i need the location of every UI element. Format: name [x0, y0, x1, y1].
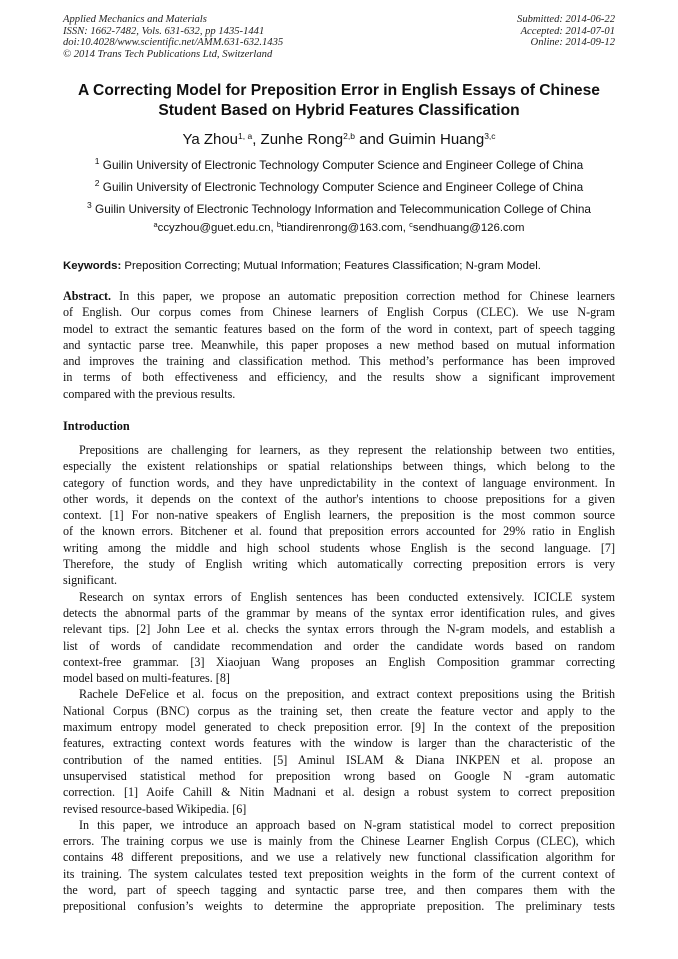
author-name: , Zunhe Rong [252, 131, 344, 148]
keywords-label: Keywords: [63, 260, 122, 272]
paragraph-line: other words, it depends on the context of the author's intentions to choose prepositions for a given [63, 491, 615, 506]
paragraph-line: Prepositions are challenging for learners, as they represent the relationship between two entities, [79, 443, 615, 457]
paragraph-line: its training. The system calculates tested text preposition weights in the form of the current context of [63, 866, 615, 881]
email-superscript: c [409, 220, 413, 229]
paragraph-line: contribution of the named entities. [5] Aminul ISLAM & Diana INKPEN et al. propose an [63, 752, 615, 767]
paragraph-line: significant. [63, 573, 118, 588]
paragraph-line: correction. [1] Aoife Cahill & Nitin Madnani et al. design a robust system to correct preposition [63, 785, 615, 800]
paragraph-line: list of words of candidate recommendation and order the candidate words based on random [63, 638, 615, 653]
paragraph-line: category of function words, and they have unpredictability in the context of language environment. In [63, 475, 615, 490]
introduction-body [63, 442, 615, 915]
journal-header-left [63, 14, 283, 60]
copyright-line: © 2014 Trans Tech Publications Ltd, Switzerland [63, 48, 273, 60]
paragraph-line: errors. The training corpus we use is mainly from the Chinese Learner English Corpus (CLEC), which [63, 834, 615, 849]
paragraph-line: prepositional confusion’s weights to determine the appropriate preposition. The preliminary tests [63, 899, 615, 914]
author-name: and Guimin Huang [354, 131, 485, 148]
affiliation-number: 2 [94, 178, 100, 188]
paragraph-line: the word, part of speech tagging and syntactic parse tree, and then compares them with the [63, 883, 615, 898]
paragraph-line: detects the abnormal parts of the grammar by means of the syntax error identification rules, and gives [63, 605, 615, 620]
online-date: Online: 2014-09-12 [530, 37, 615, 48]
abstract-line: model to extract the semantic features based on the form of the word in context, part of speech tagging [63, 321, 615, 336]
paragraph-line: contains 48 different prepositions, and we use a relatively new functional classification algorithm for [63, 850, 615, 865]
author-list [40, 130, 638, 150]
issn-line: ISSN: 1662-7482, Vols. 631-632, pp 1435-1441 [63, 25, 265, 37]
paragraph-line: Research on syntax errors of English sentences has been conducted extensively. ICICLE system [79, 589, 615, 604]
abstract-line: in terms of both effectiveness and efficiency, and the results show a significant improvement [63, 370, 615, 385]
paragraph-line: unsupervised statistical method for preposition wrong based on Google N -gram automatic [63, 768, 615, 783]
affiliation-2 [40, 180, 638, 194]
email-b: tiandirenrong@163.com, [281, 222, 410, 234]
abstract-line: compared with the previous results. [63, 386, 236, 401]
affiliation-number: 3 [87, 200, 92, 210]
affiliation-number: 1 [94, 156, 100, 166]
abstract-line: and improves the training and classification method. This method’s performance has been improved [63, 354, 615, 369]
author-emails [40, 221, 638, 235]
author-superscript: 1, a [238, 131, 253, 141]
email-superscript: b [276, 220, 282, 229]
paragraph-line: of the known errors. Bitchener et al. found that preposition errors accounted for 29% ratio in English [63, 524, 615, 539]
paragraph-line: writing among the middle and high school students whose English is the second language. [7] [63, 540, 615, 555]
paragraph-line: especially the existent relationships or spatial relationships between things, which belong to the [63, 459, 615, 474]
affiliation-3 [40, 202, 638, 216]
author-name: Ya Zhou [182, 131, 239, 148]
journal-header-right [517, 14, 615, 49]
paragraph-line: Rachele DeFelice et al. focus on the preposition, and extract context prepositions using the British [79, 687, 615, 702]
title-line-2: Student Based on Hybrid Features Classification [158, 102, 520, 119]
paragraph-line: National Corpus (BNC) corpus as the training set, then create the feature vector and apply to the [63, 703, 615, 718]
email-c: sendhuang@126.com [412, 222, 525, 234]
abstract-line: Abstract. In this paper, we propose an automatic preposition correction method for Chinese learners [63, 289, 615, 303]
abstract-label: Abstract. [63, 289, 112, 303]
paragraph-line: context. [1] For non-native speakers of English learners, the preposition is the most common source [63, 508, 615, 523]
author-superscript: 3,c [484, 131, 496, 141]
journal-name: Applied Mechanics and Materials [63, 14, 207, 25]
paragraph-line: model based on multi-features. [8] [63, 671, 230, 686]
email-a: ccyzhou@guet.edu.cn, [157, 222, 277, 234]
abstract-line: of English. Our corpus comes from Chinese learners of English Corpus (CLEC). We use N-gram [63, 305, 615, 320]
affiliation-1 [40, 158, 638, 172]
keywords [63, 259, 623, 273]
submitted-date: Submitted: 2014-06-22 [517, 14, 615, 25]
email-superscript: a [153, 220, 158, 229]
section-heading-introduction: Introduction [63, 419, 130, 433]
paragraph-line: In this paper, we introduce an approach based on N-gram statistical model to correct preposition [79, 817, 615, 832]
title-line-1: A Correcting Model for Preposition Error in English Essays of Chinese [78, 82, 600, 99]
paragraph-line: context-free grammar. [3] Xiaojuan Wang proposes an English Composition grammar correcting [63, 654, 615, 669]
abstract [63, 288, 615, 402]
affiliation-text: Guilin University of Electronic Technology Information and Telecommunication College of China [91, 202, 591, 216]
doi-line: doi:10.4028/www.scientific.net/AMM.631-632.1435 [63, 37, 284, 48]
abstract-line: and syntactic parse tree. Meanwhile, this paper proposes a new method based on mutual information [63, 337, 615, 352]
paper-title [40, 81, 638, 121]
affiliation-text: Guilin University of Electronic Technology Computer Science and Engineer College of China [99, 180, 584, 194]
paragraph-line: features, extracting context words features with the window is larger than the characteristic of the [63, 736, 615, 751]
keywords-text: Preposition Correcting; Mutual Information; Features Classification; N-gram Model. [121, 260, 541, 272]
paragraph-line: revised resource-based Wikipedia. [6] [63, 801, 247, 816]
author-superscript: 2,b [343, 131, 355, 141]
paragraph-line: Therefore, the study of English writing which automatically correcting preposition errors is very [63, 557, 615, 572]
affiliation-text: Guilin University of Electronic Technology Computer Science and Engineer College of China [99, 158, 584, 172]
accepted-date: Accepted: 2014-07-01 [520, 25, 615, 37]
paragraph-line: maximum entropy model generated to check preposition error. [9] In the context of the preposition [63, 720, 615, 735]
paragraph-line: relevant tips. [2] John Lee et al. checks the syntax errors through the N-gram models, and establish a [63, 622, 615, 637]
